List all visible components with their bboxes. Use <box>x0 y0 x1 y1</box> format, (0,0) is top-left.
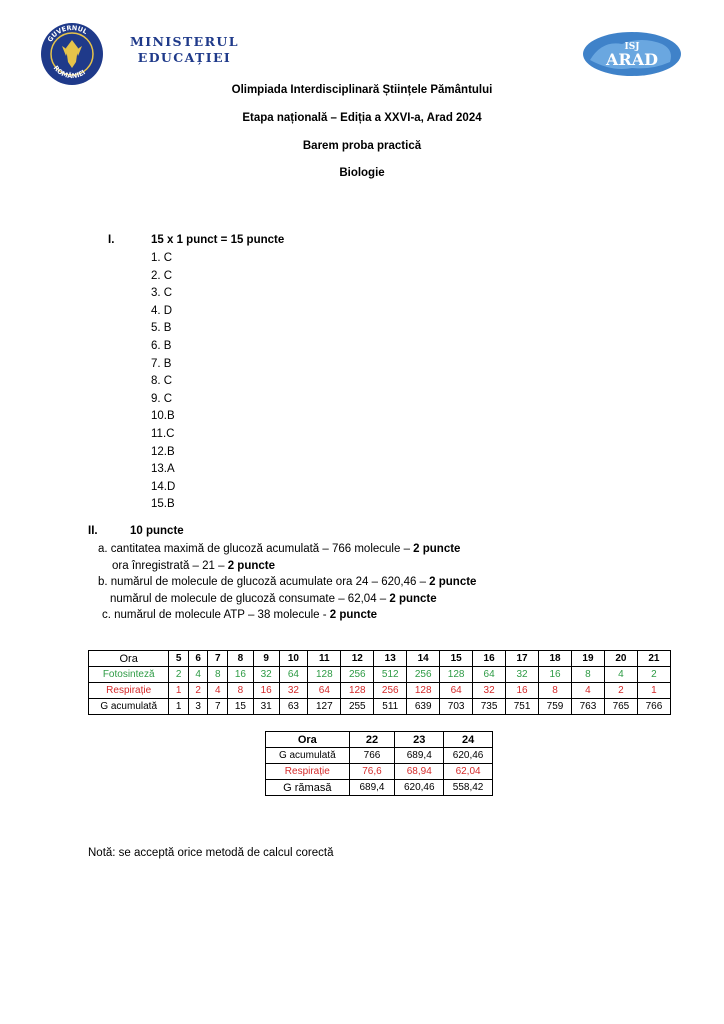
table-cell: 256 <box>407 667 440 683</box>
row-label: Respirație <box>89 683 169 699</box>
title-line2: Etapa națională – Ediția a XXVI-a, Arad 2024 <box>242 112 482 124</box>
table-header-cell: Ora <box>266 732 350 748</box>
hour-cell: 8 <box>228 651 254 667</box>
table-cell: 256 <box>341 667 374 683</box>
table-cell: 689,4 <box>395 748 444 764</box>
table-cell: 63 <box>279 699 308 715</box>
table-cell: 766 <box>637 699 670 715</box>
table-cell: 76,6 <box>349 764 395 780</box>
table-cell: 64 <box>308 683 341 699</box>
government-seal-logo <box>40 22 104 86</box>
hour-cell: 14 <box>407 651 440 667</box>
table-cell: 64 <box>440 683 473 699</box>
table-cell: 759 <box>539 699 572 715</box>
hour-cell: 22 <box>349 732 395 748</box>
answer-item: 5. B <box>151 322 172 335</box>
table-cell: 16 <box>539 667 572 683</box>
table-cell: 620,46 <box>395 780 444 796</box>
answer-item: 1. C <box>151 252 173 264</box>
answer-item: 7. B <box>151 357 172 370</box>
section1-number: I. <box>108 234 115 246</box>
section1-answer-list <box>151 250 175 514</box>
row-label: G acumulată <box>89 699 169 715</box>
answer-item: 10.B <box>151 410 175 423</box>
answer-item: 12.B <box>151 445 175 458</box>
item-b2: numărul de molecule de glucoză consumate – 62,04 – 2 puncte <box>110 593 437 605</box>
table-cell: 2 <box>604 683 637 699</box>
hour-cell: 16 <box>473 651 506 667</box>
table-cell: 64 <box>279 667 308 683</box>
table-cell: 2 <box>169 667 189 683</box>
hour-cell: 7 <box>208 651 228 667</box>
table-cell: 4 <box>188 667 208 683</box>
hour-cell: 12 <box>341 651 374 667</box>
table-cell: 765 <box>604 699 637 715</box>
hour-cell: 10 <box>279 651 308 667</box>
hour-cell: 11 <box>308 651 341 667</box>
table-cell: 4 <box>208 683 228 699</box>
table-cell: 31 <box>253 699 279 715</box>
item-a: a. cantitatea maximă de glucoză acumulată – 766 molecule – 2 puncte <box>98 543 461 555</box>
table-cell: 255 <box>341 699 374 715</box>
table-cell: 4 <box>604 667 637 683</box>
svg-text:GUVERNUL: GUVERNUL <box>45 23 89 44</box>
answer-item: 15.B <box>151 498 175 511</box>
hour-cell: 21 <box>637 651 670 667</box>
table-cell: 8 <box>228 683 254 699</box>
table-cell: 766 <box>349 748 395 764</box>
hour-cell: 17 <box>506 651 539 667</box>
table-cell: 735 <box>473 699 506 715</box>
table-cell: 703 <box>440 699 473 715</box>
table-row <box>266 764 493 780</box>
row-label: G acumulată <box>266 748 350 764</box>
hour-cell: 15 <box>440 651 473 667</box>
item-b: b. numărul de molecule de glucoză acumulate ora 24 – 620,46 – 2 puncte <box>98 576 477 588</box>
table-cell: 32 <box>473 683 506 699</box>
table-cell: 4 <box>571 683 604 699</box>
table-cell: 1 <box>169 699 189 715</box>
table-cell: 128 <box>308 667 341 683</box>
remaining-glucose-table <box>265 731 493 796</box>
ministry-name <box>130 34 239 66</box>
table-cell: 1 <box>169 683 189 699</box>
section1-title: 15 x 1 punct = 15 puncte <box>151 234 285 246</box>
ministry-line2: EDUCAȚIEI <box>137 50 232 65</box>
hour-cell: 19 <box>571 651 604 667</box>
table-cell: 763 <box>571 699 604 715</box>
logo-small-text: ISJ <box>624 42 640 52</box>
table-cell: 256 <box>374 683 407 699</box>
table-row <box>89 651 671 667</box>
hour-cell: 13 <box>374 651 407 667</box>
row-label: Fotosinteză <box>89 667 169 683</box>
answer-item: 14.D <box>151 480 176 493</box>
table-cell: 8 <box>208 667 228 683</box>
table-row <box>266 732 493 748</box>
table-cell: 639 <box>407 699 440 715</box>
answer-item: 3. C <box>151 287 173 300</box>
table-row <box>89 683 671 699</box>
table-cell: 16 <box>228 667 254 683</box>
table-cell: 15 <box>228 699 254 715</box>
table-cell: 2 <box>188 683 208 699</box>
answer-item: 9. C <box>151 392 173 405</box>
logo-big-text: ARAD <box>606 50 658 69</box>
row-label: Respirație <box>266 764 350 780</box>
table-cell: 16 <box>506 683 539 699</box>
table-cell: 3 <box>188 699 208 715</box>
section2-title: 10 puncte <box>130 525 184 537</box>
item-a2: ora înregistrată – 21 – 2 puncte <box>112 560 276 572</box>
table-cell: 32 <box>279 683 308 699</box>
table-cell: 7 <box>208 699 228 715</box>
table-row <box>266 748 493 764</box>
table-cell: 128 <box>407 683 440 699</box>
hour-cell: 9 <box>253 651 279 667</box>
ministry-line1: MINISTERUL <box>130 34 239 49</box>
table-row <box>266 780 493 796</box>
table-cell: 127 <box>308 699 341 715</box>
table-cell: 558,42 <box>444 780 493 796</box>
table-cell: 32 <box>506 667 539 683</box>
hour-cell: 23 <box>395 732 444 748</box>
title-line1: Olimpiada Interdisciplinară Științele Pământului <box>231 84 493 96</box>
hour-cell: 20 <box>604 651 637 667</box>
table-row <box>89 699 671 715</box>
title-line4: Biologie <box>339 167 385 179</box>
table-cell: 620,46 <box>444 748 493 764</box>
title-line3: Barem proba practică <box>302 140 422 152</box>
answer-item: 11.C <box>151 427 175 440</box>
table-cell: 128 <box>440 667 473 683</box>
table-header-cell: Ora <box>89 651 169 667</box>
item-c: c. numărul de molecule ATP – 38 molecule - 2 puncte <box>102 609 378 621</box>
table-cell: 511 <box>374 699 407 715</box>
isj-arad-logo <box>582 30 682 78</box>
table-cell: 1 <box>637 683 670 699</box>
section2-number: II. <box>88 525 98 537</box>
table-cell: 512 <box>374 667 407 683</box>
answer-item: 6. B <box>151 339 172 352</box>
table-cell: 689,4 <box>349 780 395 796</box>
table-cell: 62,04 <box>444 764 493 780</box>
row-label: G rămasă <box>266 780 350 796</box>
hourly-glucose-table <box>88 650 671 715</box>
table-cell: 2 <box>637 667 670 683</box>
table-cell: 32 <box>253 667 279 683</box>
footer-note: Notă: se acceptă orice metodă de calcul corectă <box>88 847 334 859</box>
answer-item: 13.A <box>151 463 175 476</box>
table-cell: 8 <box>539 683 572 699</box>
hour-cell: 6 <box>188 651 208 667</box>
table-cell: 16 <box>253 683 279 699</box>
table-cell: 68,94 <box>395 764 444 780</box>
answer-item: 4. D <box>151 304 173 317</box>
table-cell: 64 <box>473 667 506 683</box>
hour-cell: 24 <box>444 732 493 748</box>
svg-text:ROMÂNIEI: ROMÂNIEI <box>51 64 87 81</box>
answer-item: 2. C <box>151 269 173 282</box>
hour-cell: 5 <box>169 651 189 667</box>
table-cell: 8 <box>571 667 604 683</box>
table-cell: 128 <box>341 683 374 699</box>
answer-item: 8. C <box>151 375 173 388</box>
table-cell: 751 <box>506 699 539 715</box>
hour-cell: 18 <box>539 651 572 667</box>
table-row <box>89 667 671 683</box>
